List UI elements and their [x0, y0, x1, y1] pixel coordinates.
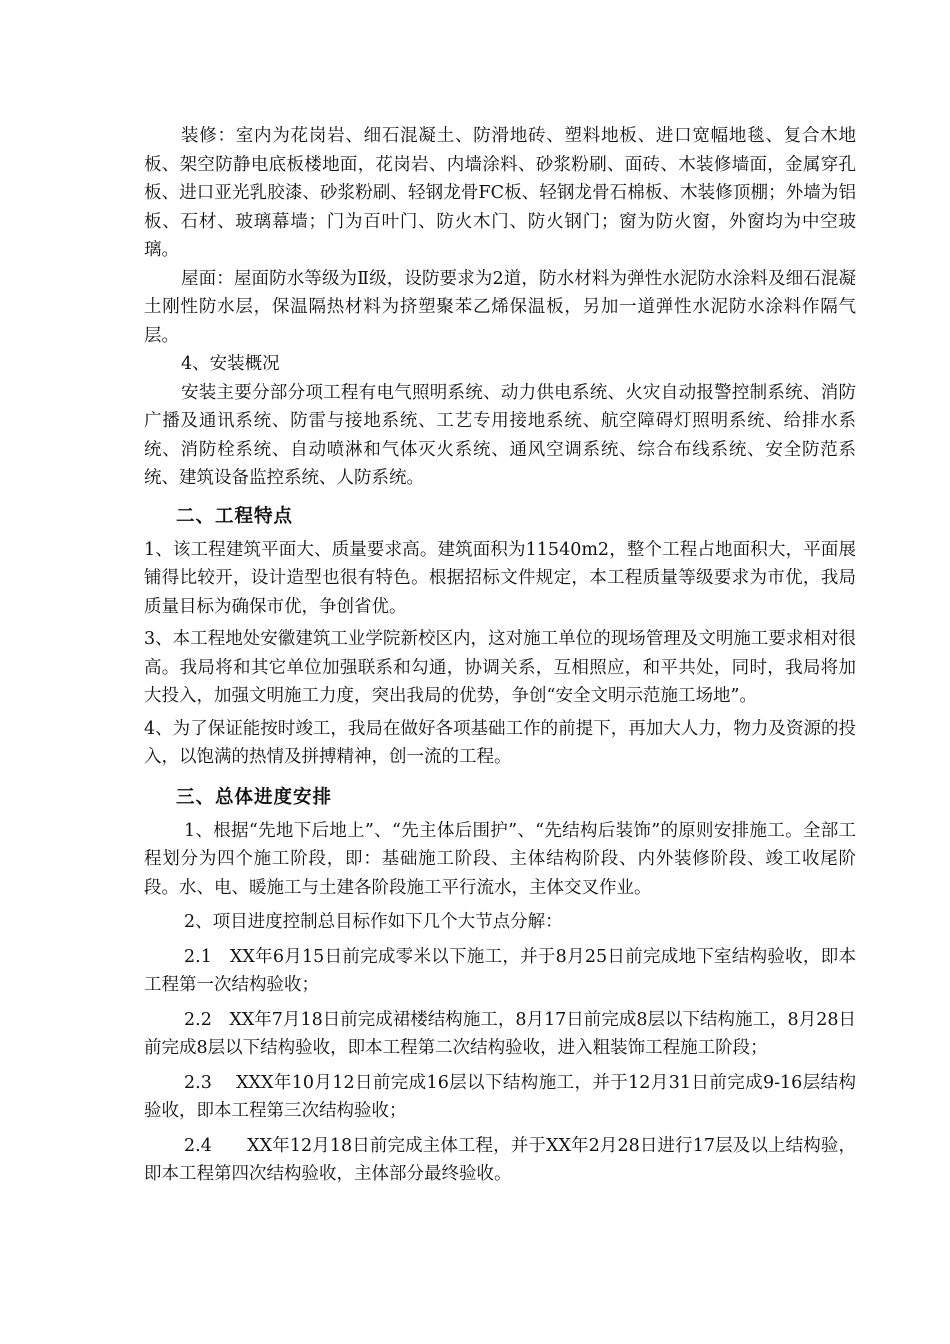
schedule-item-2: 2、项目进度控制总目标作如下几个大节点分解： [184, 912, 563, 932]
feature-item-1: 1、该工程建筑平面大、质量要求高。建筑面积为11540m2，整个工程占地面积大，平面展铺得比较开，设计造型也很有特色。根据招标文件规定，本工程质量等级要求为市优，我局质量目标为确保市优，争创省优。 [144, 539, 856, 617]
paragraph-roofing: 屋面：屋面防水等级为Ⅱ级，设防要求为2道，防水材料为弹性水泥防水涂料及细石混凝土刚性防水层，保温隔热材料为挤塑聚苯乙烯保温板，另加一道弹性水泥防水涂料作隔气层。 [144, 268, 856, 346]
subheading-installation: 4、安装概况 [181, 354, 280, 374]
paragraph-installation: 安装主要分部分项工程有电气照明系统、动力供电系统、火灾自动报警控制系统、消防广播及通讯系统、防雷与接地系统、工艺专用接地系统、航空障碍灯照明系统、给排水系统、消防栓系统、自动喷淋和气体灭火系统、通风空调系统、综合布线系统、安全防范系统、建筑设备监控系统、人防系统。 [144, 382, 856, 488]
feature-item-3: 3、本工程地处安徽建筑工业学院新校区内，这对施工单位的现场管理及文明施工要求相对很高。我局将和其它单位加强联系和勾通，协调关系，互相照应，和平共处，同时，我局将加大投入，加强文明施工力度，突出我局的优势，争创“安全文明示范施工场地”。 [144, 629, 856, 706]
schedule-item-2-1: 2.1 XX年6月15日前完成零米以下施工，并于8月25日前完成地下室结构验收，即本工程第一次结构验收； [144, 946, 856, 995]
document-body [144, 122, 856, 1189]
section-heading-features: 二、工程特点 [176, 505, 294, 527]
paragraph-decoration: 装修：室内为花岗岩、细石混凝土、防滑地砖、塑料地板、进口宽幅地毯、复合木地板、架空防静电底板楼地面，花岗岩、内墙涂料、砂浆粉刷、面砖、木装修墙面，金属穿孔板、进口亚光乳胶漆、砂浆粉刷、轻钢龙骨FC板、轻钢龙骨石棉板、木装修顶棚；外墙为铝板、石材、玻璃幕墙；门为百叶门、防火木门、防火钢门；窗为防火窗，外窗均为中空玻璃。 [144, 126, 856, 260]
section-heading-schedule: 三、总体进度安排 [176, 786, 333, 808]
schedule-item-2-2: 2.2 XX年7月18日前完成裙楼结构施工，8月17日前完成8层以下结构施工，8月28日前完成8层以下结构验收，即本工程第二次结构验收，进入粗装饰工程施工阶段； [144, 1009, 856, 1058]
schedule-item-2-3: 2.3 XXX年10月12日前完成16层以下结构施工，并于12月31日前完成9-16层结构验收，即本工程第三次结构验收； [144, 1072, 856, 1121]
schedule-item-1: 1、根据“先地下后地上”、“先主体后围护”、“先结构后装饰”的原则安排施工。全部工程划分为四个施工阶段，即：基础施工阶段、主体结构阶段、内外装修阶段、竣工收尾阶段。水、电、暖施工与土建各阶段施工平行流水，主体交叉作业。 [144, 820, 856, 898]
schedule-item-2-4: 2.4 XX年12月18日前完成主体工程，并于XX年2月28日进行17层及以上结构验，即本工程第四次结构验收，主体部分最终验收。 [144, 1135, 856, 1184]
feature-item-4: 4、为了保证能按时竣工，我局在做好各项基础工作的前提下，再加大人力，物力及资源的投入，以饱满的热情及拼搏精神，创一流的工程。 [144, 718, 856, 767]
